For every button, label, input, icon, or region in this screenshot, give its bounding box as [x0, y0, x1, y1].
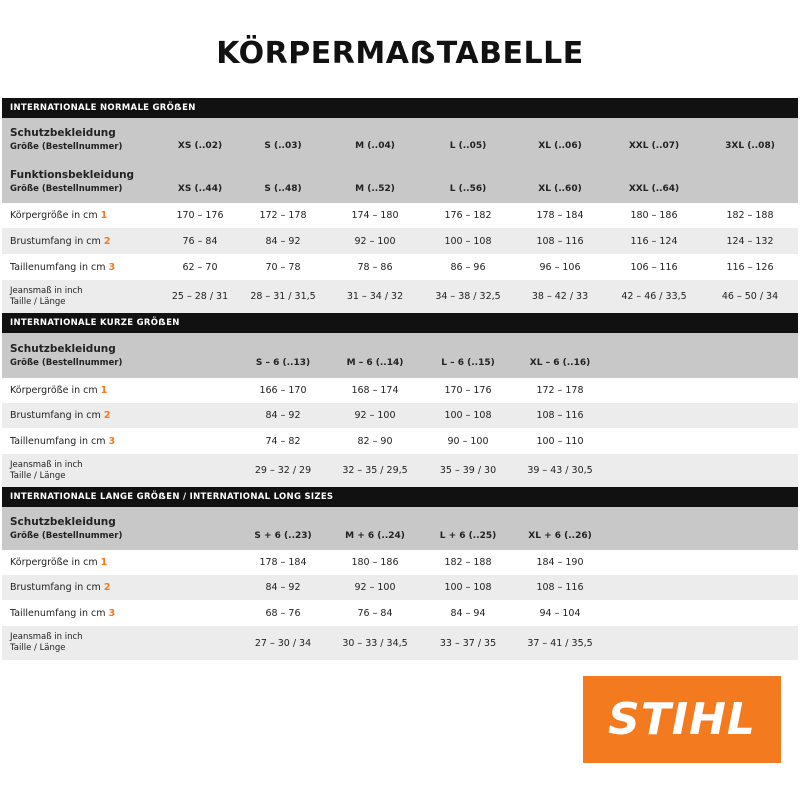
- row-label: Brustumfang in cm 2: [2, 403, 162, 428]
- value-cell: 116 – 124: [606, 228, 702, 254]
- value-cell: 90 – 100: [422, 428, 514, 454]
- value-cell: 32 – 35 / 29,5: [328, 454, 422, 487]
- size-cell: [162, 507, 238, 550]
- value-cell: [606, 575, 702, 600]
- table-row: [2, 507, 798, 550]
- size-cell: [162, 333, 238, 378]
- value-cell: [606, 428, 702, 454]
- value-cell: 27 – 30 / 34: [238, 626, 328, 660]
- table-row: [2, 254, 798, 280]
- value-cell: 39 – 43 / 30,5: [514, 454, 606, 487]
- value-cell: [702, 378, 798, 403]
- table-row: [2, 454, 798, 487]
- table-row: [2, 575, 798, 600]
- value-cell: 84 – 94: [422, 600, 514, 626]
- table-row: [2, 333, 798, 378]
- value-cell: [702, 600, 798, 626]
- value-cell: 30 – 33 / 34,5: [328, 626, 422, 660]
- group-label-protective: Schutzbekleidung Größe (Bestellnummer): [2, 118, 162, 160]
- page-title: KÖRPERMAẞTABELLE: [216, 36, 584, 71]
- size-tables: [2, 98, 798, 660]
- table-row: [2, 403, 798, 428]
- value-cell: 94 – 104: [514, 600, 606, 626]
- value-cell: 108 – 116: [514, 228, 606, 254]
- table-row: [2, 550, 798, 575]
- value-cell: 176 – 182: [422, 203, 514, 228]
- value-cell: 182 – 188: [702, 203, 798, 228]
- value-cell: 180 – 186: [606, 203, 702, 228]
- table-normal-sizes: [2, 118, 798, 313]
- value-cell: [702, 454, 798, 487]
- value-cell: [606, 454, 702, 487]
- size-cell: S – 6 (..13): [238, 333, 328, 378]
- value-cell: 42 – 46 / 33,5: [606, 280, 702, 313]
- table-row: [2, 626, 798, 660]
- table-row: [2, 160, 798, 203]
- value-cell: 86 – 96: [422, 254, 514, 280]
- row-label: Taillenumfang in cm 3: [2, 254, 162, 280]
- value-cell: 116 – 126: [702, 254, 798, 280]
- value-cell: [606, 600, 702, 626]
- size-cell: XL + 6 (..26): [514, 507, 606, 550]
- group-label-functional: Funktionsbekleidung Größe (Bestellnummer): [2, 160, 162, 203]
- size-cell: [606, 333, 702, 378]
- size-cell: M (..04): [328, 118, 422, 160]
- table-row: [2, 378, 798, 403]
- value-cell: [162, 428, 238, 454]
- size-cell: M + 6 (..24): [328, 507, 422, 550]
- size-cell: XS (..02): [162, 118, 238, 160]
- value-cell: 68 – 76: [238, 600, 328, 626]
- row-label: Taillenumfang in cm 3: [2, 428, 162, 454]
- value-cell: 76 – 84: [328, 600, 422, 626]
- value-cell: [606, 403, 702, 428]
- value-cell: 62 – 70: [162, 254, 238, 280]
- table-row: [2, 280, 798, 313]
- value-cell: 124 – 132: [702, 228, 798, 254]
- value-cell: 174 – 180: [328, 203, 422, 228]
- size-cell: XXL (..07): [606, 118, 702, 160]
- value-cell: 34 – 38 / 32,5: [422, 280, 514, 313]
- value-cell: [606, 626, 702, 660]
- value-cell: 172 – 178: [514, 378, 606, 403]
- value-cell: 92 – 100: [328, 403, 422, 428]
- value-cell: 108 – 116: [514, 403, 606, 428]
- value-cell: 106 – 116: [606, 254, 702, 280]
- size-cell: M – 6 (..14): [328, 333, 422, 378]
- value-cell: [606, 550, 702, 575]
- group-label-protective: Schutzbekleidung Größe (Bestellnummer): [2, 507, 162, 550]
- value-cell: 28 – 31 / 31,5: [238, 280, 328, 313]
- value-cell: 35 – 39 / 30: [422, 454, 514, 487]
- size-cell: M (..52): [328, 160, 422, 203]
- value-cell: 38 – 42 / 33: [514, 280, 606, 313]
- value-cell: 74 – 82: [238, 428, 328, 454]
- value-cell: 182 – 188: [422, 550, 514, 575]
- value-cell: 170 – 176: [422, 378, 514, 403]
- size-cell: 3XL (..08): [702, 118, 798, 160]
- row-label-jeans: Jeansmaß in inch Taille / Länge: [2, 454, 162, 487]
- value-cell: 37 – 41 / 35,5: [514, 626, 606, 660]
- table-row: [2, 600, 798, 626]
- value-cell: 84 – 92: [238, 228, 328, 254]
- row-label: Körpergröße in cm 1: [2, 203, 162, 228]
- table-short-sizes: [2, 333, 798, 487]
- value-cell: [702, 626, 798, 660]
- value-cell: [162, 378, 238, 403]
- size-cell: XL – 6 (..16): [514, 333, 606, 378]
- value-cell: 170 – 176: [162, 203, 238, 228]
- value-cell: 180 – 186: [328, 550, 422, 575]
- value-cell: 92 – 100: [328, 228, 422, 254]
- row-label: Taillenumfang in cm 3: [2, 600, 162, 626]
- size-cell: [606, 507, 702, 550]
- value-cell: 31 – 34 / 32: [328, 280, 422, 313]
- value-cell: 25 – 28 / 31: [162, 280, 238, 313]
- value-cell: [162, 626, 238, 660]
- size-cell: [702, 333, 798, 378]
- table-row: [2, 118, 798, 160]
- table-row: [2, 228, 798, 254]
- size-cell: S + 6 (..23): [238, 507, 328, 550]
- logo-text: STIHL: [608, 694, 756, 745]
- value-cell: 33 – 37 / 35: [422, 626, 514, 660]
- row-label-jeans: Jeansmaß in inch Taille / Länge: [2, 626, 162, 660]
- table-long-sizes: [2, 507, 798, 660]
- value-cell: 178 – 184: [238, 550, 328, 575]
- size-cell: XXL (..64): [606, 160, 702, 203]
- row-label: Körpergröße in cm 1: [2, 550, 162, 575]
- size-cell: [702, 160, 798, 203]
- value-cell: [702, 403, 798, 428]
- value-cell: 82 – 90: [328, 428, 422, 454]
- section-heading-normal: INTERNATIONALE NORMALE GRÖẞEN: [2, 98, 798, 118]
- value-cell: 100 – 108: [422, 403, 514, 428]
- size-cell: XL (..60): [514, 160, 606, 203]
- value-cell: 108 – 116: [514, 575, 606, 600]
- value-cell: 172 – 178: [238, 203, 328, 228]
- group-label-protective: Schutzbekleidung Größe (Bestellnummer): [2, 333, 162, 378]
- value-cell: 166 – 170: [238, 378, 328, 403]
- value-cell: 70 – 78: [238, 254, 328, 280]
- value-cell: 46 – 50 / 34: [702, 280, 798, 313]
- value-cell: 100 – 110: [514, 428, 606, 454]
- value-cell: 100 – 108: [422, 228, 514, 254]
- value-cell: 184 – 190: [514, 550, 606, 575]
- value-cell: 84 – 92: [238, 575, 328, 600]
- size-cell: XS (..44): [162, 160, 238, 203]
- value-cell: 100 – 108: [422, 575, 514, 600]
- size-cell: XL (..06): [514, 118, 606, 160]
- value-cell: 168 – 174: [328, 378, 422, 403]
- size-cell: L + 6 (..25): [422, 507, 514, 550]
- value-cell: 96 – 106: [514, 254, 606, 280]
- table-row: [2, 428, 798, 454]
- value-cell: 29 – 32 / 29: [238, 454, 328, 487]
- size-cell: S (..48): [238, 160, 328, 203]
- section-heading-short: INTERNATIONALE KURZE GRÖẞEN: [2, 313, 798, 333]
- value-cell: [702, 428, 798, 454]
- table-row: [2, 203, 798, 228]
- value-cell: [162, 403, 238, 428]
- value-cell: [162, 575, 238, 600]
- value-cell: 78 – 86: [328, 254, 422, 280]
- size-cell: S (..03): [238, 118, 328, 160]
- section-heading-long: INTERNATIONALE LANGE GRÖẞEN / INTERNATIONAL LONG SIZES: [2, 487, 798, 507]
- size-cell: L (..05): [422, 118, 514, 160]
- size-cell: [702, 507, 798, 550]
- value-cell: [162, 454, 238, 487]
- value-cell: 92 – 100: [328, 575, 422, 600]
- value-cell: 178 – 184: [514, 203, 606, 228]
- size-cell: L – 6 (..15): [422, 333, 514, 378]
- value-cell: [702, 550, 798, 575]
- row-label: Brustumfang in cm 2: [2, 228, 162, 254]
- stihl-logo: [583, 676, 781, 763]
- row-label: Körpergröße in cm 1: [2, 378, 162, 403]
- value-cell: [162, 600, 238, 626]
- value-cell: [702, 575, 798, 600]
- row-label-jeans: Jeansmaß in inch Taille / Länge: [2, 280, 162, 313]
- size-cell: L (..56): [422, 160, 514, 203]
- value-cell: [162, 550, 238, 575]
- row-label: Brustumfang in cm 2: [2, 575, 162, 600]
- value-cell: 76 – 84: [162, 228, 238, 254]
- value-cell: [606, 378, 702, 403]
- value-cell: 84 – 92: [238, 403, 328, 428]
